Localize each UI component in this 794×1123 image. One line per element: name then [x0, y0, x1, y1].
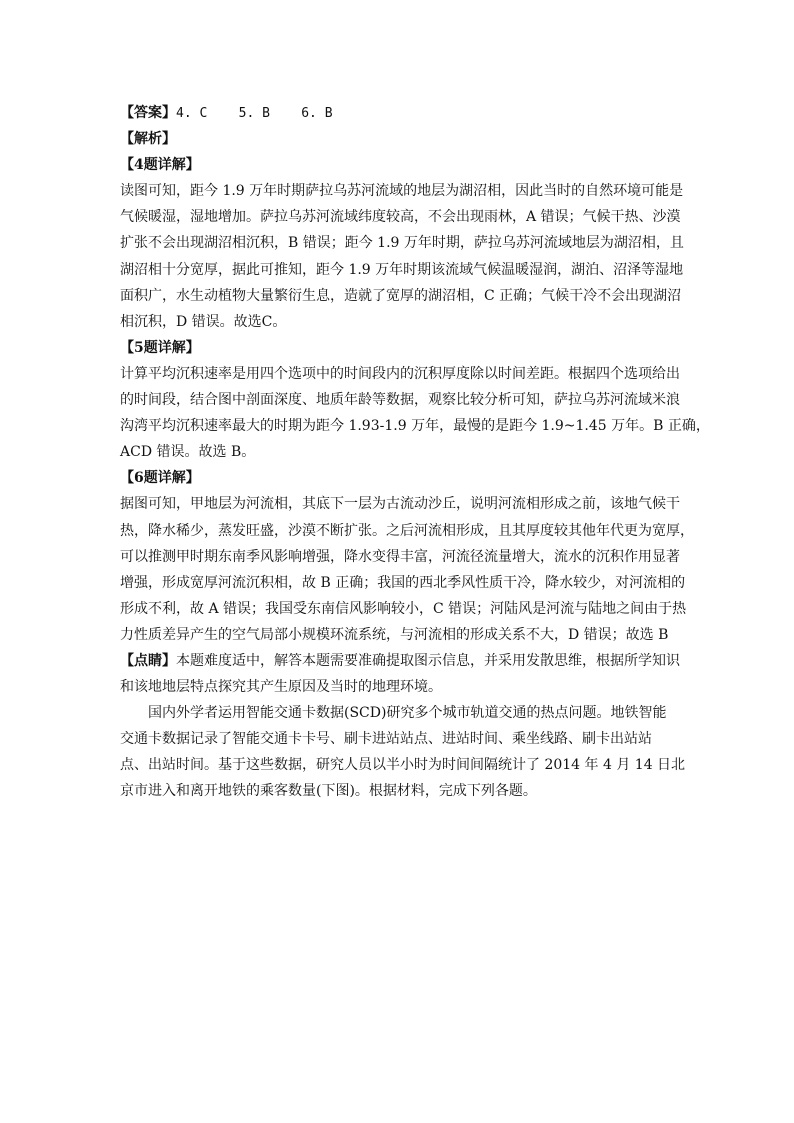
q5-line: 计算平均沉积速率是用四个选项中的时间段内的沉积厚度除以时间差距。根据四个选项给出	[120, 365, 680, 382]
intro-line: 交通卡数据记录了智能交通卡卡号、刷卡进站站点、进站时间、乘坐线路、刷卡出站站	[120, 731, 652, 748]
material-intro	[120, 700, 688, 804]
q6-heading: 【6题详解】	[120, 470, 200, 487]
analysis-label: 【解析】	[120, 131, 176, 148]
answer-line	[120, 100, 688, 126]
q4-line: 扩张不会出现湖沼相沉积，B 错误；距今 1.9 万年时期，萨拉乌苏河流域地层为湖沼相，且	[120, 235, 684, 252]
answer-value: 4. C 5. B 6. B	[176, 106, 333, 121]
q5-heading: 【5题详解】	[120, 339, 200, 356]
q4-explanation	[120, 178, 688, 335]
tip-line	[120, 648, 688, 674]
q5-explanation	[120, 361, 710, 465]
q4-line: 气候暖湿，湿地增加。萨拉乌苏河流域纬度较高，不会出现雨林，A 错误；气候干热、沙漠	[120, 209, 681, 226]
q5-line: 的时间段，结合图中剖面深度、地质年龄等数据，观察比较分析可知，萨拉乌苏河流域米浪	[120, 392, 680, 409]
answer-label: 【答案】	[120, 105, 176, 121]
q6-line: 增强，形成宽厚河流沉积相，故 B 正确；我国的西北季风性质干冷，降水较少，对河流相的	[120, 574, 686, 591]
q6-line: 热，降水稀少，蒸发旺盛，沙漠不断扩张。之后河流相形成，且其厚度较其他年代更为宽厚，	[120, 522, 694, 539]
q4-heading: 【4题详解】	[120, 157, 200, 174]
q6-explanation	[120, 491, 694, 648]
q6-line: 据图可知，甲地层为河流相，其底下一层为古流动沙丘，说明河流相形成之前，该地气候干	[120, 496, 680, 513]
q6-line: 可以推测甲时期东南季风影响增强，降水变得丰富，河流径流量增大，流水的沉积作用显著	[120, 548, 680, 565]
document-body	[120, 100, 710, 805]
tip-line: 和该地地层特点探究其产生原因及当时的地理环境。	[120, 679, 442, 696]
q4-line: 读图可知，距今 1.9 万年时期萨拉乌苏河流域的地层为湖沼相，因此当时的自然环境可能是	[120, 183, 684, 200]
q4-line: 面积广，水生动植物大量繁衍生息，造就了宽厚的湖沼相，C 正确；气候干冷不会出现湖沼	[120, 287, 682, 304]
q6-line: 形成不利，故 A 错误；我国受东南信风影响较小，C 错误；河陆风是河流与陆地之间由于热	[120, 600, 687, 617]
q5-line: 沟湾平均沉积速率最大的时期为距今 1.93-1.9 万年，最慢的是距今 1.9~1.45 万年。B 正确，	[120, 418, 710, 435]
q6-line: 力性质差异产生的空气局部小规模环流系统，与河流相的形成关系不大，D 错误；故选 B	[120, 626, 669, 643]
tip-label: 【点睛】	[120, 652, 176, 669]
intro-line: 点、出站时间。基于这些数据，研究人员以半小时为时间间隔统计了 2014 年 4 月 14 日北	[120, 757, 686, 774]
q4-line: 湖沼相十分宽厚，据此可推知，距今 1.9 万年时期该流域气候温暖湿润，湖泊、沼泽等湿地	[120, 261, 684, 278]
intro-line: 国内外学者运用智能交通卡数据(SCD)研究多个城市轨道交通的热点问题。地铁智能	[148, 705, 667, 722]
intro-line: 京市进入和离开地铁的乘客数量(下图)。根据材料，完成下列各题。	[120, 783, 537, 800]
q5-line: ACD 错误。故选 B。	[120, 444, 256, 461]
q4-line: 相沉积，D 错误。故选C。	[120, 313, 287, 330]
tip-text: 本题难度适中，解答本题需要准确提取图示信息，并采用发散思维，根据所学知识	[176, 652, 680, 669]
tip-section	[120, 648, 688, 700]
